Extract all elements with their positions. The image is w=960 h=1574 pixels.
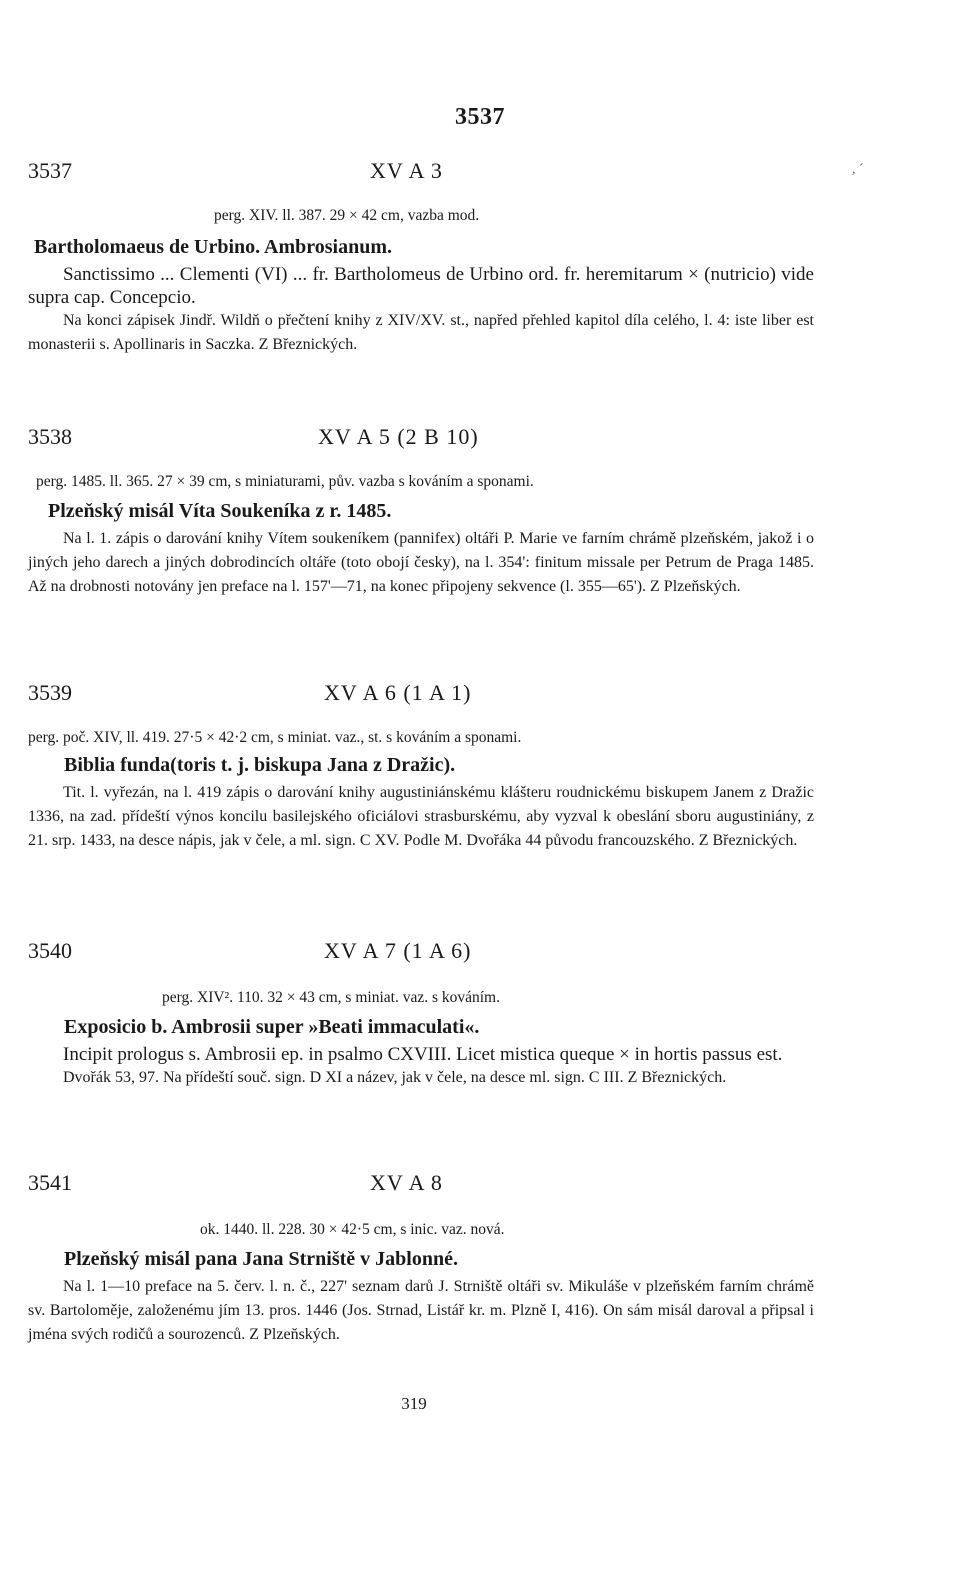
entry-notes: Dvořák 53, 97. Na přídeští souč. sign. D XI a název, jak v čele, na desce ml. sign. C III. Z Březnických. [63,1069,727,1086]
shelf-signature: XV A 3 [370,158,443,183]
shelf-signature: XV A 8 [370,1170,443,1195]
entry-heading [28,424,814,458]
entry-title: Bartholomaeus de Urbino. Ambrosianum. [34,236,393,258]
entry-heading [28,158,814,192]
catalog-entry-3541 [28,1170,814,1347]
entry-notes: Na l. 1. zápis o darování knihy Vítem soukeníkem (pannifex) oltáři P. Marie ve farním chrámě plzeňském, jakož i o jiných jeho darech a jiných dobrodincích oltáře (toto obojí česky), na l. 354': finitum missale per Petrum de Praga 1485. Až na drobnosti notovány jen preface na l. 157'—71, na konec připojeny sekvence (l. 355—65'). Z Plzeňských. [28,530,814,595]
margin-mark: , ˊ [852,162,864,177]
catalog-entry-3539 [28,680,814,853]
entry-description: perg. XIV. ll. 387. 29 × 42 cm, vazba mod. [214,207,480,224]
entry-title: Biblia funda(toris t. j. biskupa Jana z Dražic). [64,754,456,776]
entry-notes: Na konci zápisek Jindř. Wildň o přečtení knihy z XIV/XV. st., napřed přehled kapitol díla celého, l. 4: iste liber est monasterii s. Apollinaris in Saczka. Z Březnických. [28,312,814,353]
entry-number: 3537 [28,158,72,183]
page-number: 319 [401,1394,427,1413]
catalog-entry-3538 [28,424,814,599]
entry-title: Plzeňský misál pana Jana Strniště v Jablonné. [64,1248,458,1270]
shelf-signature: XV A 6 (1 A 1) [324,680,472,705]
entry-description: ok. 1440. ll. 228. 30 × 42·5 cm, s inic. vaz. nová. [200,1221,505,1238]
entry-heading [28,1170,814,1204]
entry-number: 3540 [28,938,72,963]
entry-description: perg. poč. XIV, ll. 419. 27·5 × 42·2 cm, s miniat. vaz., st. s kováním a sponami. [28,729,522,746]
entry-description: perg. 1485. ll. 365. 27 × 39 cm, s miniaturami, pův. vazba s kováním a sponami. [36,473,534,490]
shelf-signature: XV A 5 (2 B 10) [318,424,479,449]
entry-heading [28,938,814,972]
catalog-entry-3540 [28,938,814,1090]
entry-notes: Tit. l. vyřezán, na l. 419 zápis o darování knihy augustiniánskému klášteru roudnickému biskupem Janem z Dražic 1336, na zad. přídeští výnos koncilu basilejského oficiálovi strasburskému, aby vyzval k obeslání sboru augustiniány, z 21. srp. 1433, na desce nápis, jak v čele, a ml. sign. C XV. Podle M. Dvořáka 44 původu francouzského. Z Březnických. [28,784,814,849]
catalog-entry-3537 [28,158,814,357]
entry-number: 3541 [28,1170,72,1195]
entry-number: 3538 [28,424,72,449]
entry-number: 3539 [28,680,72,705]
shelf-signature: XV A 7 (1 A 6) [324,938,472,963]
page-header-number: 3537 [455,104,505,130]
entry-description: perg. XIV². 110. 32 × 43 cm, s miniat. vaz. s kováním. [162,989,500,1006]
entry-heading [28,680,814,714]
entry-incipit: Sanctissimo ... Clementi (VI) ... fr. Bartholomeus de Urbino ord. fr. heremitarum × (nutricio) vide supra cap. Concepcio. [28,264,814,308]
entry-title: Exposicio b. Ambrosii super »Beati immaculati«. [64,1016,480,1038]
entry-title: Plzeňský misál Víta Soukeníka z r. 1485. [48,500,392,522]
entry-incipit: Incipit prologus s. Ambrosii ep. in psalmo CXVIII. Licet mistica queque × in hortis passus est. [63,1044,783,1065]
entry-notes: Na l. 1—10 preface na 5. červ. l. n. č., 227' seznam darů J. Strniště oltáři sv. Mikuláše v plzeňském farním chrámě sv. Bartoloměje, založenému jím 13. pros. 1446 (Jos. Strnad, Listář kr. m. Plzně I, 416). On sám misál daroval a připsal i jména svých rodičů a sourozenců. Z Plzeňských. [28,1278,814,1343]
